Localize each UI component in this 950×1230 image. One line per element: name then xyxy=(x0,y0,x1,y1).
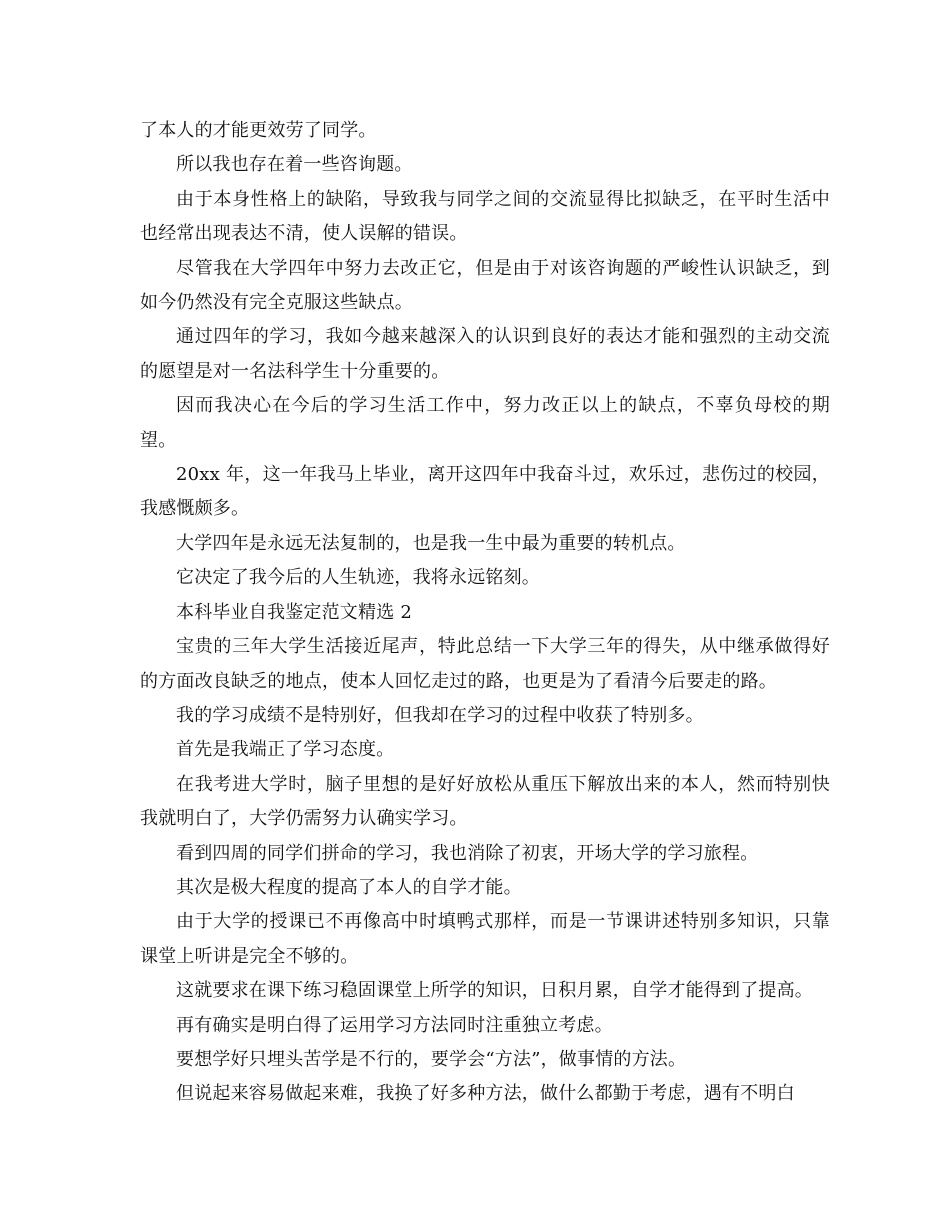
paragraph: 20xx 年，这一年我马上毕业，离开这四年中我奋斗过，欢乐过，悲伤过的校园，我感慨颇多。 xyxy=(140,464,830,520)
paragraph: 因而我决心在今后的学习生活工作中，努力改正以上的缺点，不辜负母校的期望。 xyxy=(140,395,830,451)
paragraph: 所以我也存在着一些咨询题。 xyxy=(176,154,413,176)
paragraph: 通过四年的学习，我如今越来越深入的认识到良好的表达才能和强烈的主动交流的愿望是对一名法科学生十分重要的。 xyxy=(140,326,830,382)
paragraph: 这就要求在课下练习稳固课堂上所学的知识，日积月累，自学才能得到了提高。 xyxy=(176,980,813,1002)
paragraph-truncated: 但说起来容易做起来难，我换了好多种方法，做什么都勤于考虑，遇有不明白 xyxy=(176,1083,795,1105)
paragraph: 其次是极大程度的提高了本人的自学才能。 xyxy=(176,876,522,898)
paragraph: 由于本身性格上的缺陷，导致我与同学之间的交流显得比拟缺乏，在平时生活中也经常出现表达不清，使人误解的错误。 xyxy=(140,188,830,245)
document-body xyxy=(140,114,830,1112)
section-heading: 本科毕业自我鉴定范文精选 2 xyxy=(176,601,412,623)
paragraph: 我的学习成绩不是特别好，但我却在学习的过程中收获了特别多。 xyxy=(176,704,704,726)
paragraph: 尽管我在大学四年中努力去改正它，但是由于对该咨询题的严峻性认识缺乏，到如今仍然没有完全克服这些缺点。 xyxy=(140,257,830,314)
paragraph: 在我考进大学时，脑子里想的是好好放松从重压下解放出来的本人，然而特别快我就明白了，大学仍需努力认确实学习。 xyxy=(140,773,830,830)
paragraph: 由于大学的授课已不再像高中时填鸭式那样，而是一节课讲述特别多知识，只靠课堂上听讲是完全不够的。 xyxy=(140,911,830,967)
paragraph: 首先是我端正了学习态度。 xyxy=(176,739,395,761)
paragraph: 它决定了我今后的人生轨迹，我将永远铭刻。 xyxy=(176,567,540,589)
paragraph: 再有确实是明白得了运用学习方法同时注重独立考虑。 xyxy=(176,1014,613,1036)
paragraph: 宝贵的三年大学生活接近尾声，特此总结一下大学三年的得失，从中继承做得好的方面改良缺乏的地点，使本人回忆走过的路，也更是为了看清今后要走的路。 xyxy=(140,636,830,692)
paragraph: 要想学好只埋头苦学是不行的，要学会“方法”，做事情的方法。 xyxy=(176,1048,687,1070)
paragraph: 看到四周的同学们拼命的学习，我也消除了初衷，开场大学的学习旅程。 xyxy=(176,842,759,864)
paragraph: 大学四年是永远无法复制的，也是我一生中最为重要的转机点。 xyxy=(176,532,686,554)
paragraph-continuation: 了本人的才能更效劳了同学。 xyxy=(140,120,377,141)
